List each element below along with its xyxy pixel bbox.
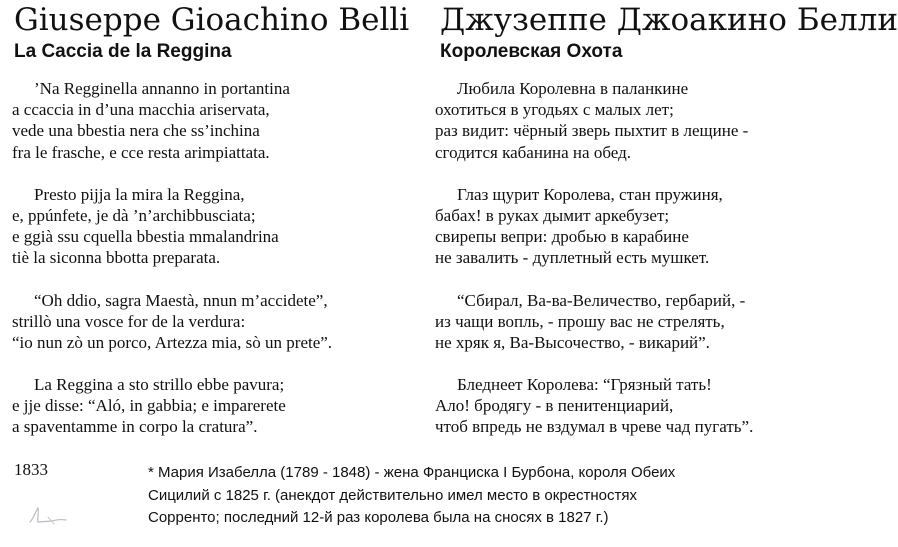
russian-stanza-4 [435, 374, 753, 438]
poem-line: vede una bbestia nera che ss’inchina [12, 121, 260, 141]
footnote-line: * Мария Изабелла (1789 - 1848) - жена Франциска I Бурбона, короля Обеих [148, 464, 676, 481]
poem-line: “Oh ddio, sagra Maestà, nnun m’accidete”, [34, 290, 328, 310]
italian-author-heading: Giuseppe Gioachino Belli [14, 2, 410, 38]
poem-line: свирепы вепри: дробью в карабине [435, 227, 689, 247]
poem-line: fra le frasche, e cce resta arimpiattata. [12, 142, 270, 162]
poem-line: Любила Королевна в паланкине [457, 79, 689, 98]
poem-line: a ccaccia in d’una macchia ariservata, [12, 100, 270, 120]
poem-line: из чащи вопль, - прошу вас не стрелять, [435, 311, 725, 331]
russian-stanza-3 [435, 290, 753, 354]
poem-line: e jje disse: “Aló, in gabbia; e imparerete [12, 396, 286, 416]
poem-line: раз видит: чёрный зверь пыхтит в лещине - [435, 121, 749, 141]
poem-line: La Reggina a sto strillo ebbe pavura; [34, 375, 285, 395]
russian-stanza-2 [435, 184, 753, 269]
poem-line: охотиться в угодьях с малых лет; [435, 100, 674, 120]
russian-poem-title: Королевская Охота [440, 41, 623, 62]
poem-line: “Сбирал, Ва-ва-Величество, гербарий, - [457, 290, 746, 310]
footnote [148, 462, 675, 530]
italian-poem-title: La Caccia de la Reggina [14, 41, 232, 62]
poem-line: a spaventamme in corpo la cratura”. [12, 417, 258, 437]
poem-line: “io nun zò un porco, Artezza mia, sò un prete”. [12, 332, 333, 352]
poem-line: e, ppúnfete, je dà ’n’archibbusciata; [12, 205, 256, 225]
italian-stanza-4 [12, 374, 332, 438]
poem-line: не завалить - дуплетный есть мушкет. [435, 248, 710, 268]
poem-line: сгодится кабанина на обед. [435, 142, 631, 162]
poem-line: Presto pijja la mira la Reggina, [34, 184, 245, 204]
russian-author-heading: Джузеппе Джоакино Белли [440, 2, 898, 38]
italian-stanza-3 [12, 290, 332, 354]
poem-line: e ggià ssu cquella bbestia mmalandrina [12, 227, 279, 247]
poem-line: бабах! в руках дымит аркебузет; [435, 205, 670, 225]
poem-year: 1833 [14, 460, 48, 479]
italian-stanza-2 [12, 184, 332, 269]
italian-stanza-1 [12, 78, 332, 163]
poem-line: чтоб впредь не вздумал в чреве чад пугать”. [435, 417, 754, 437]
poem-line: ’Na Regginella annanno in portantina [34, 79, 290, 98]
poem-line: strillò una vosce for de la verdura: [12, 311, 246, 331]
poem-line: tiè la siconna bbotta preparata. [12, 248, 221, 268]
footnote-line: Сицилий с 1825 г. (анекдот действительно имел место в окрестностях [148, 486, 638, 504]
poem-line: Бледнеет Королева: “Грязный тать! [457, 375, 712, 395]
russian-stanza-1 [435, 78, 753, 163]
poem-line: Глаз щурит Королева, стан пружиня, [457, 184, 723, 204]
poem-line: не хряк я, Ва-Высочество, - викарий”. [435, 332, 710, 352]
russian-poem [435, 78, 753, 459]
signature-icon [22, 500, 72, 530]
italian-poem [12, 78, 332, 459]
footnote-line: Сорренто; последний 12-й раз королева была на сносях в 1827 г.) [148, 509, 609, 526]
poem-line: Ало! бродягу - в пенитенциарий, [435, 396, 674, 416]
